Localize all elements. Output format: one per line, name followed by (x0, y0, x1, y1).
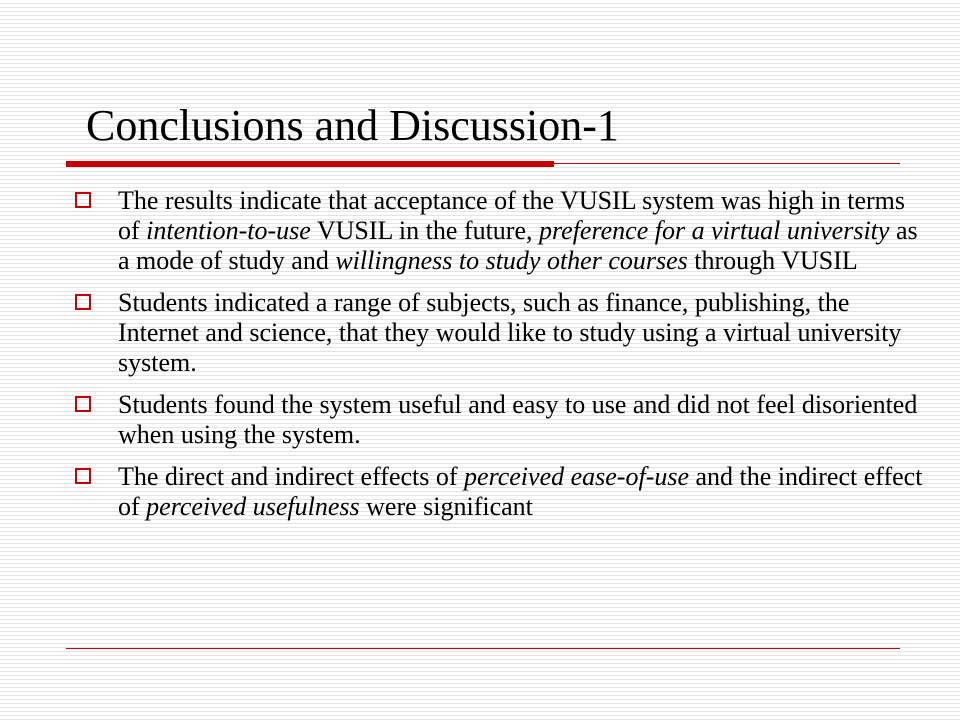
title-divider-line (66, 163, 900, 164)
footer-divider-line (66, 648, 900, 649)
text-segment: The direct and indirect effects of (118, 462, 465, 491)
bullet-item (72, 390, 932, 450)
text-segment: Students indicated a range of subjects, such as finance, publishing, the Internet and science, that they would like to study using a virtual university system. (118, 288, 902, 377)
text-segment: VUSIL in the future, (310, 216, 539, 245)
hollow-square-icon (75, 396, 91, 412)
title-accent-bar (66, 161, 554, 167)
bullet-text (118, 288, 932, 378)
bullet-list (72, 186, 932, 534)
italic-text-segment: preference for a virtual university (539, 216, 890, 245)
italic-text-segment: perceived usefulness (146, 492, 360, 521)
text-segment: through VUSIL (687, 246, 858, 275)
text-segment: and the indirect effect of (118, 462, 923, 521)
text-segment: The results indicate that acceptance of the VUSIL system was high in terms of (118, 186, 905, 245)
italic-text-segment: perceived ease-of-use (464, 462, 690, 491)
text-segment: Students found the system useful and easy to use and did not feel disoriented when using the system. (118, 390, 918, 449)
bullet-text (118, 462, 932, 522)
hollow-square-icon (75, 294, 91, 310)
text-segment: as a mode of study and (118, 216, 918, 275)
text-segment: were significant (359, 492, 533, 521)
slide-title: Conclusions and Discussion-1 (86, 101, 619, 150)
bullet-item (72, 462, 932, 522)
bullet-item (72, 288, 932, 378)
bullet-item (72, 186, 932, 276)
bullet-text (118, 390, 932, 450)
bullet-text (118, 186, 932, 276)
italic-text-segment: intention-to-use (146, 216, 311, 245)
hollow-square-icon (75, 468, 91, 484)
italic-text-segment: willingness to study other courses (335, 246, 688, 275)
hollow-square-icon (75, 192, 91, 208)
